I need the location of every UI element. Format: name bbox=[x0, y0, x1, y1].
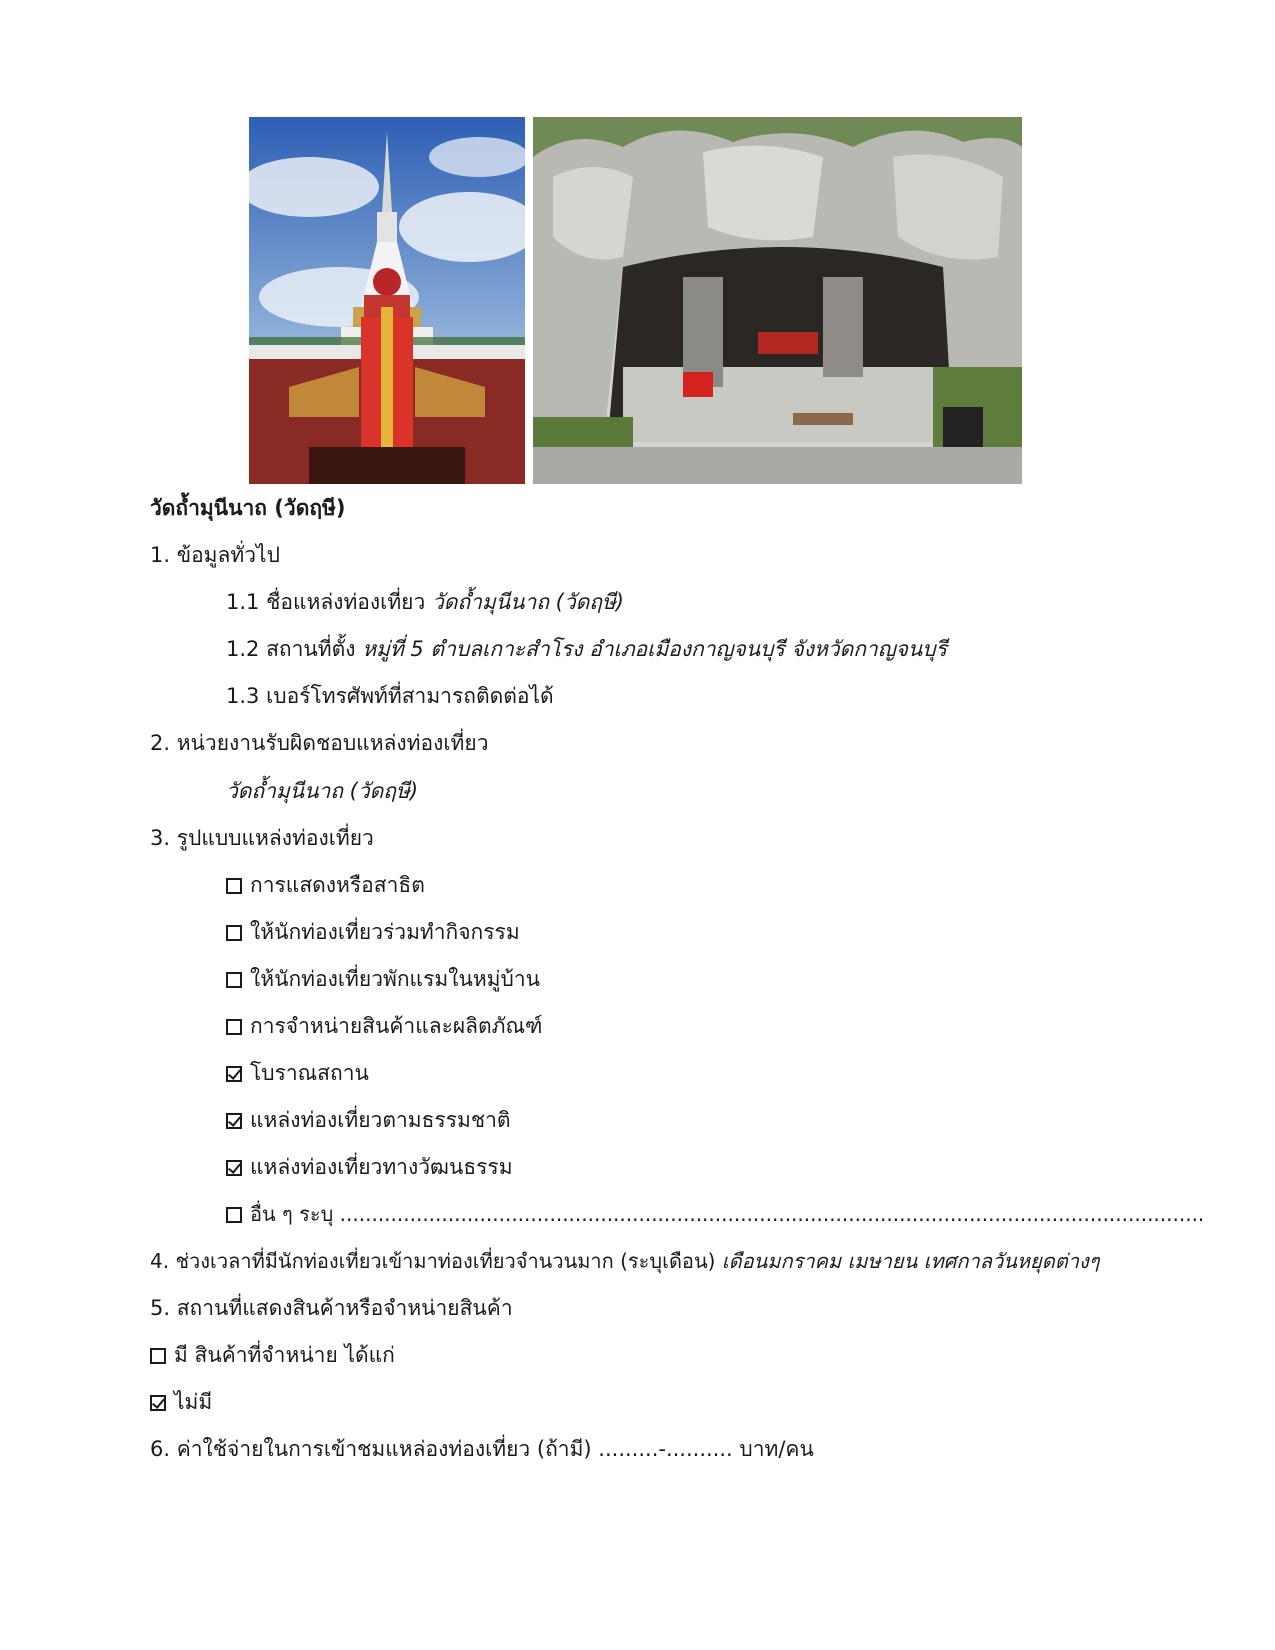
option-label: ไม่มี bbox=[174, 1390, 213, 1414]
location-row bbox=[226, 635, 947, 663]
option-has-products bbox=[150, 1341, 395, 1369]
responsible-agency-value: วัดถ้ำมุนีนาถ (วัดฤษี) bbox=[226, 779, 419, 803]
attraction-name-value: วัดถ้ำมุนีนาถ (วัดฤษี) bbox=[431, 590, 624, 614]
checkbox-unchecked-icon bbox=[150, 1348, 166, 1364]
option-demonstration bbox=[226, 871, 425, 899]
option-label: แหล่งท่องเที่ยวตามธรรมชาติ bbox=[250, 1108, 511, 1132]
option-label: การแสดงหรือสาธิต bbox=[250, 873, 425, 897]
option-label: แหล่งท่องเที่ยวทางวัฒนธรรม bbox=[250, 1155, 513, 1179]
option-label: ให้นักท่องเที่ยวร่วมทำกิจกรรม bbox=[250, 920, 520, 944]
cave-entrance-photo bbox=[533, 117, 1022, 484]
option-no-products bbox=[150, 1388, 212, 1416]
option-label: มี สินค้าที่จำหน่าย ได้แก่ bbox=[174, 1343, 395, 1367]
location-label: 1.2 สถานที่ตั้ง bbox=[226, 637, 356, 661]
option-cultural-attraction bbox=[226, 1153, 513, 1181]
option-label: การจำหน่ายสินค้าและผลิตภัณฑ์ bbox=[250, 1014, 543, 1038]
section-5-heading: 5. สถานที่แสดงสินค้าหรือจำหน่ายสินค้า bbox=[150, 1296, 513, 1320]
option-label: โบราณสถาน bbox=[250, 1061, 369, 1085]
location-value: หมู่ที่ 5 ตำบลเกาะสำโรง อำเภอเมืองกาญจนบุรี จังหวัดกาญจนบุรี bbox=[362, 637, 947, 661]
checkbox-unchecked-icon bbox=[226, 972, 242, 988]
option-join-activities bbox=[226, 918, 520, 946]
attraction-name-label: 1.1 ชื่อแหล่งท่องเที่ยว bbox=[226, 590, 426, 614]
admission-fee-row: 6. ค่าใช้จ่ายในการเข้าชมแหล่องท่องเที่ยว (ถ้ามี) .........-.......... บาท/คน bbox=[150, 1437, 814, 1461]
section-1-heading: 1. ข้อมูลทั่วไป bbox=[150, 543, 280, 567]
option-other bbox=[226, 1200, 1204, 1228]
checkbox-unchecked-icon bbox=[226, 925, 242, 941]
option-ancient-site bbox=[226, 1059, 369, 1087]
phone-label: 1.3 เบอร์โทรศัพท์ที่สามารถติดต่อได้ bbox=[226, 684, 554, 708]
section-3-heading: 3. รูปแบบแหล่งท่องเที่ยว bbox=[150, 826, 374, 850]
checkbox-unchecked-icon bbox=[226, 1207, 242, 1223]
page-title: วัดถ้ำมุนีนาถ (วัดฤษี) bbox=[150, 496, 346, 520]
pagoda-giant-statue-photo bbox=[249, 117, 525, 484]
option-label: อื่น ๆ ระบุ ........................................................................................................................................ bbox=[250, 1202, 1205, 1226]
option-label: ให้นักท่องเที่ยวพักแรมในหมู่บ้าน bbox=[250, 967, 540, 991]
checkbox-checked-icon bbox=[150, 1395, 166, 1411]
peak-period-label: 4. ช่วงเวลาที่มีนักท่องเที่ยวเข้ามาท่องเที่ยวจำนวนมาก (ระบุเดือน) bbox=[150, 1249, 716, 1273]
peak-period-value: เดือนมกราคม เมษายน เทศกาลวันหยุดต่างๆ bbox=[721, 1249, 1100, 1273]
checkbox-unchecked-icon bbox=[226, 1019, 242, 1035]
checkbox-unchecked-icon bbox=[226, 878, 242, 894]
option-product-sales bbox=[226, 1012, 542, 1040]
checkbox-checked-icon bbox=[226, 1160, 242, 1176]
option-homestay bbox=[226, 965, 540, 993]
option-natural-attraction bbox=[226, 1106, 511, 1134]
attraction-name-row bbox=[226, 588, 624, 616]
section-2-heading: 2. หน่วยงานรับผิดชอบแหล่งท่องเที่ยว bbox=[150, 731, 489, 755]
peak-period-row bbox=[150, 1247, 1100, 1275]
checkbox-checked-icon bbox=[226, 1113, 242, 1129]
checkbox-checked-icon bbox=[226, 1066, 242, 1082]
